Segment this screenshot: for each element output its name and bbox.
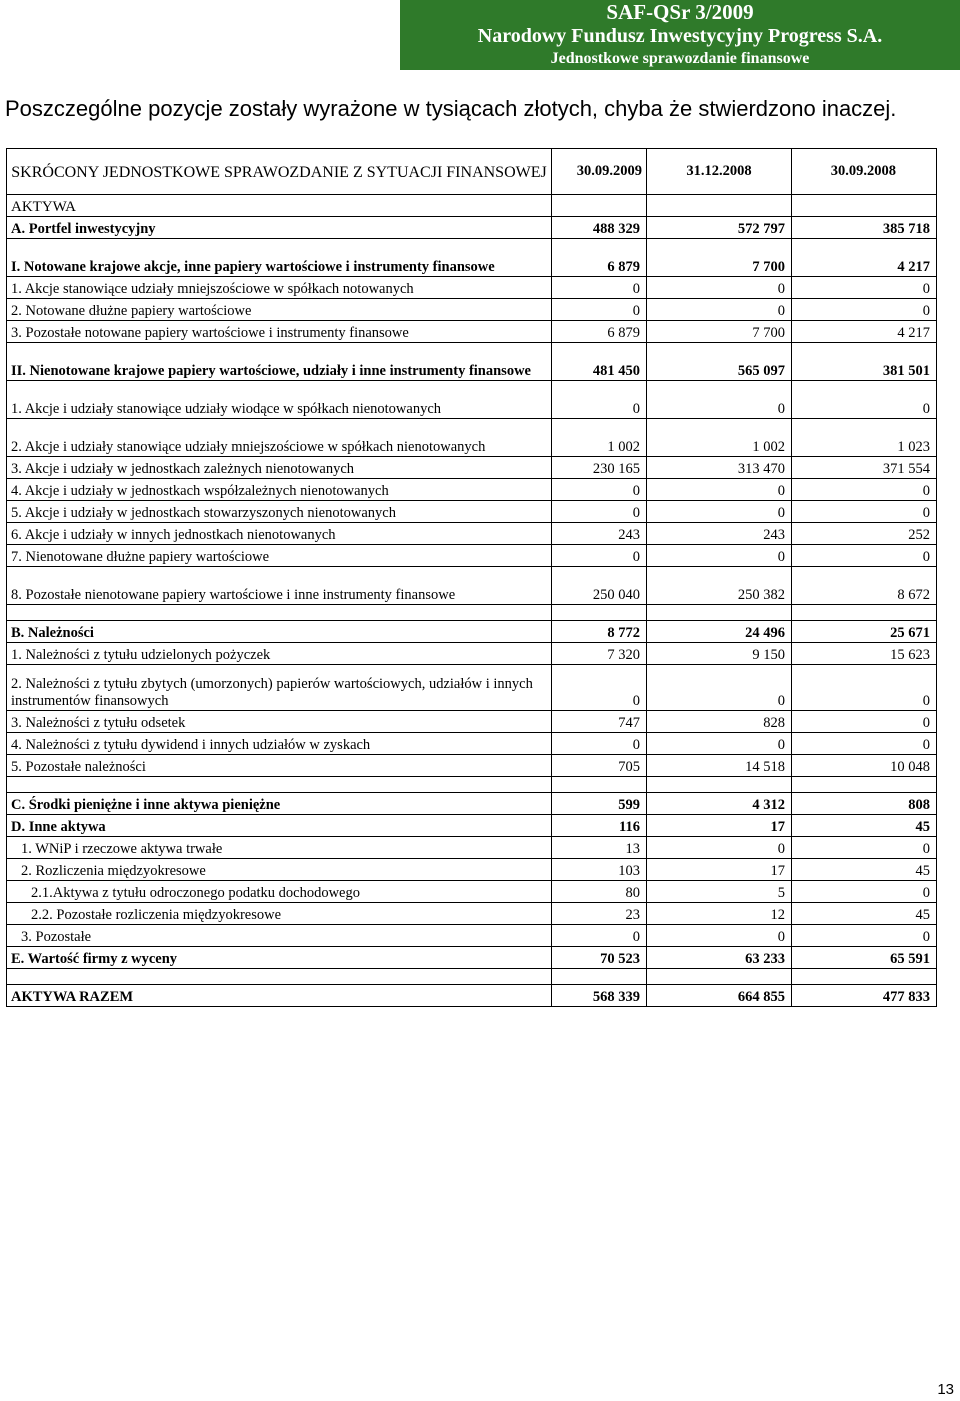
value-2008-dec: 313 470: [647, 457, 792, 479]
row-label: AKTYWA RAZEM: [7, 985, 552, 1007]
report-code: SAF-QSr 3/2009: [606, 0, 754, 24]
table-row: [7, 419, 937, 457]
value-2008-dec: 0: [647, 277, 792, 299]
value-2008-dec: 17: [647, 815, 792, 837]
value-2009: 0: [552, 299, 647, 321]
value-2009: 0: [552, 501, 647, 523]
value-2009: 6 879: [552, 239, 647, 277]
value-2009: 1 002: [552, 419, 647, 457]
section-label: AKTYWA: [7, 195, 552, 217]
value-2009: 0: [552, 545, 647, 567]
row-label: 3. Pozostałe: [7, 925, 552, 947]
value-2009: 13: [552, 837, 647, 859]
value-2008-sep: 15 623: [792, 643, 937, 665]
row-label: D. Inne aktywa: [7, 815, 552, 837]
value-2008-dec: 0: [647, 733, 792, 755]
value-2008-dec: 0: [647, 501, 792, 523]
table-row: [7, 567, 937, 605]
table-row: [7, 755, 937, 777]
col-header-2008-sep: 30.09.2008: [792, 149, 937, 195]
value-2008-dec: 0: [647, 545, 792, 567]
table-row: [7, 321, 937, 343]
value-2008-sep: 45: [792, 859, 937, 881]
table-row: [7, 381, 937, 419]
value-2009: 250 040: [552, 567, 647, 605]
value-2008-sep: 1 023: [792, 419, 937, 457]
table-row: [7, 947, 937, 969]
table-row: [7, 711, 937, 733]
value-2009: 7 320: [552, 643, 647, 665]
row-label: 2.2. Pozostałe rozliczenia międzyokresowe: [7, 903, 552, 925]
value-2008-sep: 0: [792, 299, 937, 321]
table-row: [7, 523, 937, 545]
value-2008-dec: 0: [647, 299, 792, 321]
value-2008-sep: 252: [792, 523, 937, 545]
row-label: 2. Rozliczenia międzyokresowe: [7, 859, 552, 881]
row-label: 3. Pozostałe notowane papiery wartościowe i instrumenty finansowe: [7, 321, 552, 343]
row-label: 2. Należności z tytułu zbytych (umorzonych) papierów wartościowych, udziałów i innych instrumentów finansowych: [7, 665, 552, 711]
value-2008-dec: 12: [647, 903, 792, 925]
row-label: A. Portfel inwestycyjny: [7, 217, 552, 239]
table-row: [7, 665, 937, 711]
value-2009: 0: [552, 479, 647, 501]
value-2008-dec: 1 002: [647, 419, 792, 457]
table-row: [7, 343, 937, 381]
company-name: Narodowy Fundusz Inwestycyjny Progress S.A.: [477, 25, 883, 47]
spacer-row: [7, 605, 937, 621]
value-2008-dec: 828: [647, 711, 792, 733]
row-label: 1. WNiP i rzeczowe aktywa trwałe: [7, 837, 552, 859]
row-label: 1. Należności z tytułu udzielonych pożyczek: [7, 643, 552, 665]
table-row: [7, 217, 937, 239]
value-2009: 0: [552, 381, 647, 419]
value-2009: 80: [552, 881, 647, 903]
value-2008-dec: 0: [647, 479, 792, 501]
value-2008-sep: 8 672: [792, 567, 937, 605]
table-row: [7, 479, 937, 501]
value-2008-dec: 664 855: [647, 985, 792, 1007]
value-2008-sep: 0: [792, 881, 937, 903]
col-header-2009: 30.09.2009: [552, 149, 647, 195]
row-label: 6. Akcje i udziały w innych jednostkach nienotowanych: [7, 523, 552, 545]
col-header-2008-dec: 31.12.2008: [647, 149, 792, 195]
value-2009: 243: [552, 523, 647, 545]
value-2008-dec: 14 518: [647, 755, 792, 777]
table-row: [7, 903, 937, 925]
table-row: [7, 733, 937, 755]
table-header-row: [7, 149, 937, 195]
row-label: II. Nienotowane krajowe papiery wartościowe, udziały i inne instrumenty finansowe: [7, 343, 552, 381]
table-row: [7, 299, 937, 321]
value-2008-sep: 0: [792, 711, 937, 733]
intro-note: Poszczególne pozycje zostały wyrażone w tysiącach złotych, chyba że stwierdzono inaczej.: [5, 96, 897, 121]
value-2008-dec: 9 150: [647, 643, 792, 665]
value-2008-sep: 4 217: [792, 239, 937, 277]
value-2009: 103: [552, 859, 647, 881]
table-row: [7, 621, 937, 643]
value-2008-sep: 0: [792, 665, 937, 711]
table-row: [7, 457, 937, 479]
value-2008-sep: 65 591: [792, 947, 937, 969]
table-row: [7, 815, 937, 837]
table-row: [7, 501, 937, 523]
table-row: [7, 793, 937, 815]
value-2009: 230 165: [552, 457, 647, 479]
value-2008-sep: 45: [792, 903, 937, 925]
value-2008-sep: 45: [792, 815, 937, 837]
value-2008-dec: 565 097: [647, 343, 792, 381]
value-2009: 6 879: [552, 321, 647, 343]
value-2009: 568 339: [552, 985, 647, 1007]
table-row: [7, 239, 937, 277]
value-2008-sep: 371 554: [792, 457, 937, 479]
value-2009: 481 450: [552, 343, 647, 381]
value-2009: 747: [552, 711, 647, 733]
page-number: 13: [937, 1381, 954, 1398]
value-2008-sep: 381 501: [792, 343, 937, 381]
value-2009: 23: [552, 903, 647, 925]
row-label: I. Notowane krajowe akcje, inne papiery wartościowe i instrumenty finansowe: [7, 239, 552, 277]
balance-sheet-table: [6, 148, 937, 1007]
value-2008-sep: 0: [792, 545, 937, 567]
value-2008-sep: 808: [792, 793, 937, 815]
value-2008-dec: 17: [647, 859, 792, 881]
row-label: 3. Należności z tytułu odsetek: [7, 711, 552, 733]
table-row: [7, 881, 937, 903]
value-2008-dec: 5: [647, 881, 792, 903]
row-label: 4. Akcje i udziały w jednostkach współzależnych nienotowanych: [7, 479, 552, 501]
value-2008-sep: 0: [792, 381, 937, 419]
table-row: [7, 545, 937, 567]
value-2008-sep: 0: [792, 837, 937, 859]
row-label: C. Środki pieniężne i inne aktywa pieniężne: [7, 793, 552, 815]
value-2008-dec: 7 700: [647, 321, 792, 343]
row-label: 2. Akcje i udziały stanowiące udziały mniejszościowe w spółkach nienotowanych: [7, 419, 552, 457]
spacer-row: [7, 969, 937, 985]
table-row: [7, 643, 937, 665]
value-2008-dec: 572 797: [647, 217, 792, 239]
value-2008-dec: 0: [647, 925, 792, 947]
value-2008-sep: 0: [792, 501, 937, 523]
spacer-row: [7, 777, 937, 793]
value-2008-sep: 477 833: [792, 985, 937, 1007]
row-label: 7. Nienotowane dłużne papiery wartościowe: [7, 545, 552, 567]
value-2009: 0: [552, 733, 647, 755]
value-2008-dec: 24 496: [647, 621, 792, 643]
value-2008-dec: 243: [647, 523, 792, 545]
table-row: [7, 277, 937, 299]
value-2008-dec: 4 312: [647, 793, 792, 815]
value-2009: 488 329: [552, 217, 647, 239]
value-2008-dec: 7 700: [647, 239, 792, 277]
value-2009: 599: [552, 793, 647, 815]
value-2008-sep: 385 718: [792, 217, 937, 239]
value-2008-sep: 0: [792, 925, 937, 947]
value-2009: 0: [552, 665, 647, 711]
value-2009: 705: [552, 755, 647, 777]
row-label: 3. Akcje i udziały w jednostkach zależnych nienotowanych: [7, 457, 552, 479]
section-row: [7, 195, 937, 217]
value-2009: 8 772: [552, 621, 647, 643]
value-2008-sep: 0: [792, 479, 937, 501]
value-2009: 0: [552, 277, 647, 299]
row-label: E. Wartość firmy z wyceny: [7, 947, 552, 969]
row-label: 5. Akcje i udziały w jednostkach stowarzyszonych nienotowanych: [7, 501, 552, 523]
value-2008-dec: 250 382: [647, 567, 792, 605]
value-2008-sep: 25 671: [792, 621, 937, 643]
value-2009: 116: [552, 815, 647, 837]
value-2008-sep: 0: [792, 733, 937, 755]
table-row: [7, 985, 937, 1007]
value-2008-dec: 0: [647, 381, 792, 419]
row-label: 1. Akcje stanowiące udziały mniejszościowe w spółkach notowanych: [7, 277, 552, 299]
row-label: 2.1.Aktywa z tytułu odroczonego podatku dochodowego: [7, 881, 552, 903]
row-label: 1. Akcje i udziały stanowiące udziały wiodące w spółkach nienotowanych: [7, 381, 552, 419]
table-row: [7, 859, 937, 881]
row-label: 2. Notowane dłużne papiery wartościowe: [7, 299, 552, 321]
report-subtitle: Jednostkowe sprawozdanie finansowe: [550, 50, 810, 67]
value-2008-dec: 63 233: [647, 947, 792, 969]
row-label: B. Należności: [7, 621, 552, 643]
document-header: [400, 0, 960, 70]
value-2009: 70 523: [552, 947, 647, 969]
row-label: 4. Należności z tytułu dywidend i innych udziałów w zyskach: [7, 733, 552, 755]
row-label: 8. Pozostałe nienotowane papiery wartościowe i inne instrumenty finansowe: [7, 567, 552, 605]
value-2008-sep: 4 217: [792, 321, 937, 343]
value-2009: 0: [552, 925, 647, 947]
value-2008-dec: 0: [647, 665, 792, 711]
value-2008-sep: 0: [792, 277, 937, 299]
row-label: 5. Pozostałe należności: [7, 755, 552, 777]
table-row: [7, 925, 937, 947]
table-title: SKRÓCONY JEDNOSTKOWE SPRAWOZDANIE Z SYTUACJI FINANSOWEJ: [7, 149, 552, 195]
value-2008-dec: 0: [647, 837, 792, 859]
value-2008-sep: 10 048: [792, 755, 937, 777]
table-row: [7, 837, 937, 859]
